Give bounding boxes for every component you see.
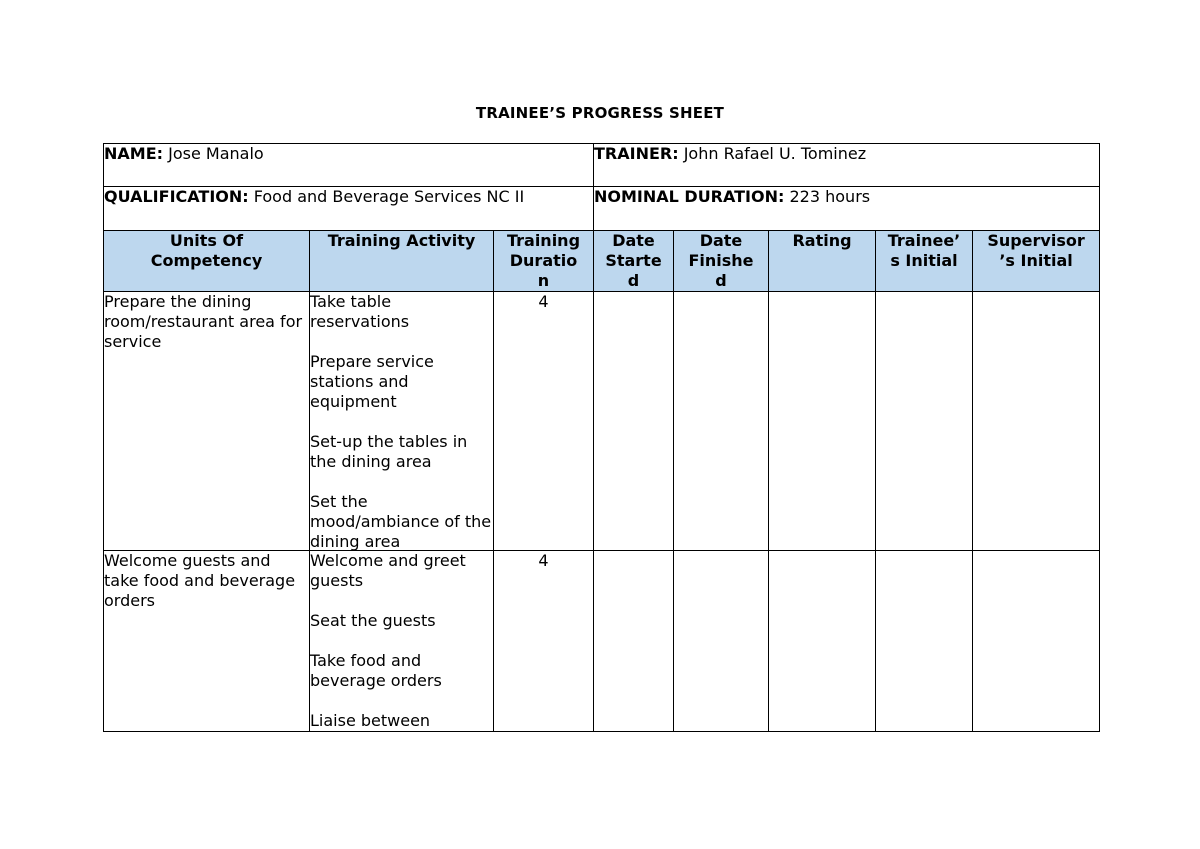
table-row	[104, 551, 1100, 732]
training-activity-cell	[310, 292, 494, 551]
training-activity-item: Take table reservations	[310, 292, 410, 331]
training-activity-item: Liaise between	[310, 711, 431, 730]
column-header-trainees-initial: Trainee’ s Initial	[876, 231, 973, 292]
training-activity-item: Prepare service stations and equipment	[310, 352, 434, 411]
column-header-date-finished: Date Finishe d	[674, 231, 769, 292]
trainer-label: TRAINER:	[594, 144, 679, 163]
rating-cell	[769, 292, 876, 551]
column-header-row	[104, 231, 1100, 292]
info-row-name	[104, 144, 1100, 187]
column-header-training-duration: Training Duratio n	[494, 231, 594, 292]
nominal-duration-label: NOMINAL DURATION:	[594, 187, 785, 206]
column-header-supervisors-initial: Supervisor ’s Initial	[973, 231, 1100, 292]
trainee-initial-cell	[876, 551, 973, 732]
training-duration-cell: 4	[494, 292, 594, 551]
training-activity-cell	[310, 551, 494, 732]
trainer-cell	[594, 144, 1100, 187]
date-started-cell	[594, 292, 674, 551]
trainer-value: John Rafael U. Tominez	[683, 144, 867, 163]
column-header-training-activity: Training Activity	[310, 231, 494, 292]
date-finished-cell	[674, 292, 769, 551]
supervisor-initial-cell	[973, 292, 1100, 551]
progress-table	[103, 143, 1100, 732]
nominal-duration-value: 223 hours	[789, 187, 871, 206]
date-started-cell	[594, 551, 674, 732]
training-duration-cell: 4	[494, 551, 594, 732]
date-finished-cell	[674, 551, 769, 732]
name-cell	[104, 144, 594, 187]
training-activity-item: Welcome and greet guests	[310, 551, 466, 590]
duration-cell	[594, 187, 1100, 231]
qualification-label: QUALIFICATION:	[104, 187, 249, 206]
table-body	[104, 292, 1100, 732]
rating-cell	[769, 551, 876, 732]
supervisor-initial-cell	[973, 551, 1100, 732]
trainee-initial-cell	[876, 292, 973, 551]
column-header-rating: Rating	[769, 231, 876, 292]
name-label: NAME:	[104, 144, 164, 163]
unit-of-competency-cell: Prepare the dining room/restaurant area for service	[104, 292, 310, 551]
name-value: Jose Manalo	[168, 144, 264, 163]
qualification-value: Food and Beverage Services NC II	[253, 187, 525, 206]
training-activity-item: Seat the guests	[310, 611, 436, 630]
info-row-qualification	[104, 187, 1100, 231]
unit-of-competency-cell: Welcome guests and take food and beverage orders	[104, 551, 310, 732]
qualification-cell	[104, 187, 594, 231]
page-title: TRAINEE’S PROGRESS SHEET	[475, 104, 725, 122]
training-activity-item: Set the mood/ambiance of the dining area	[310, 492, 492, 550]
column-header-units-of-competency: Units Of Competency	[104, 231, 310, 292]
training-activity-item: Set-up the tables in the dining area	[310, 432, 468, 471]
training-activity-item: Take food and beverage orders	[310, 651, 442, 690]
column-header-date-started: Date Starte d	[594, 231, 674, 292]
table-row	[104, 292, 1100, 551]
training-activity-list	[310, 551, 493, 731]
training-activity-list	[310, 292, 493, 550]
